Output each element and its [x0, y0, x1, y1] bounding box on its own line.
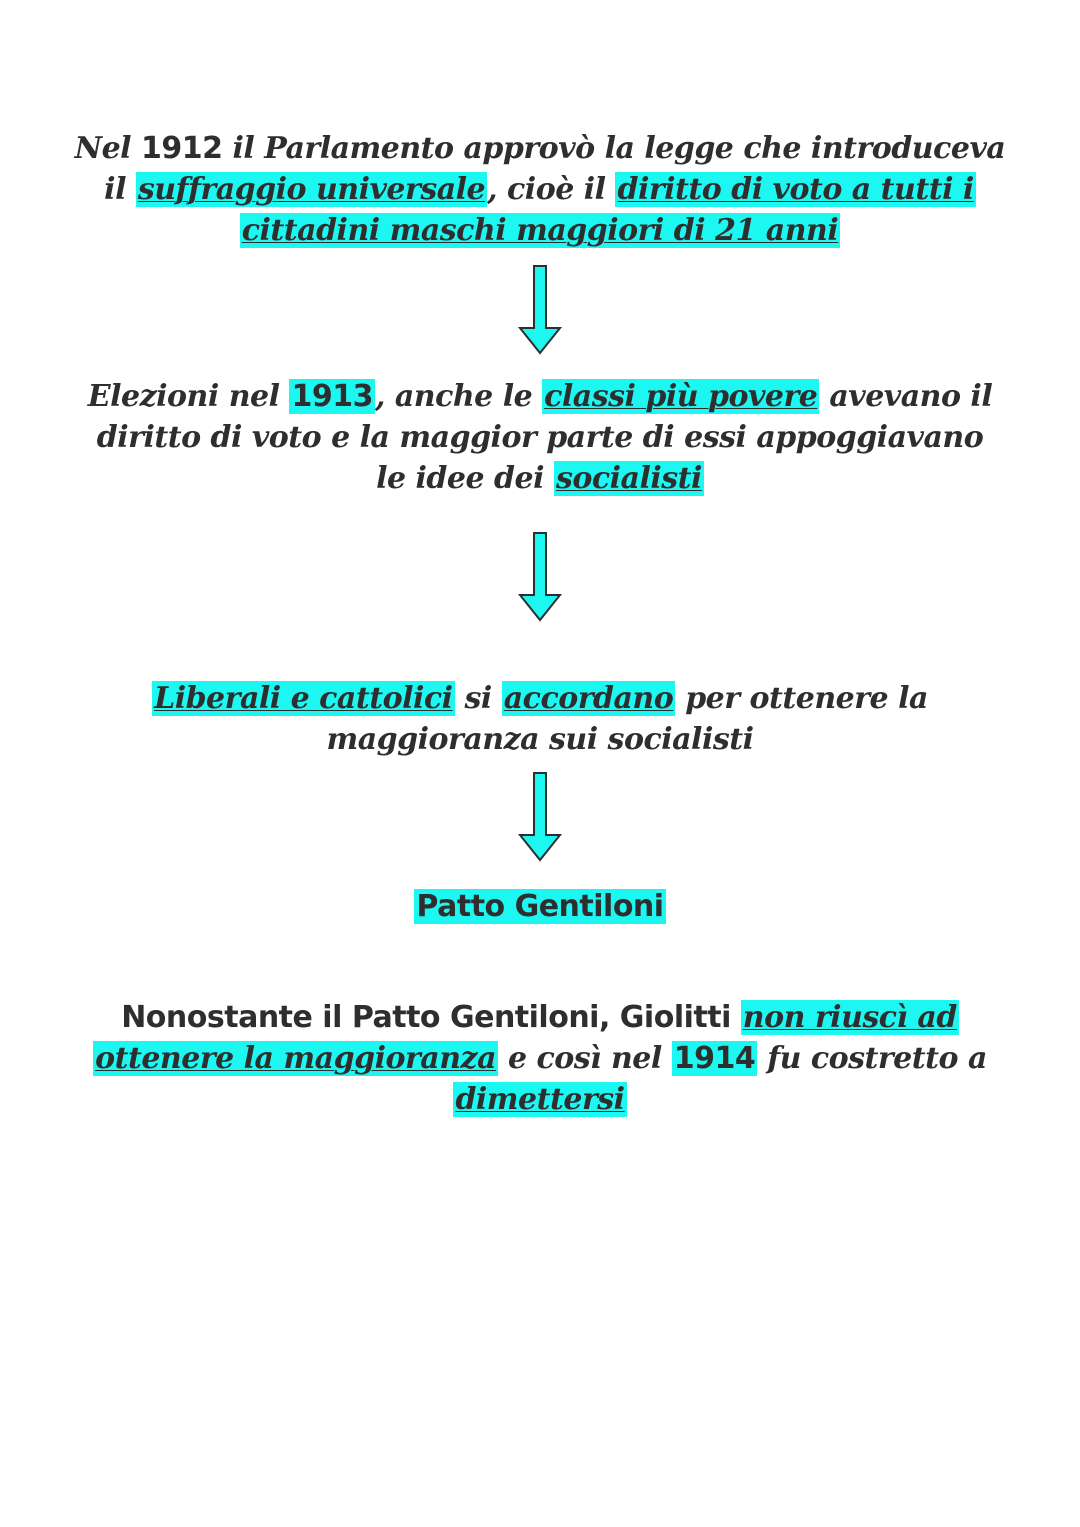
highlight-dimettersi: dimettersi: [455, 1082, 625, 1117]
highlight-liberali-e-cattolici: Liberali e cattolici: [154, 681, 453, 716]
highlight-socialisti: socialisti: [555, 461, 702, 496]
highlight-1913: 1913: [291, 379, 373, 414]
step-2-line-1: Elezioni nel 1913, anche le classi più povere avevano il: [87, 379, 993, 414]
step-3-text: [0, 678, 1080, 760]
step-3-line-2: maggioranza sui socialisti: [326, 722, 754, 757]
step-5-line-2: ottenere la maggioranza e così nel 1914 fu costretto a: [95, 1041, 987, 1076]
highlight-patto-gentiloni: Patto Gentiloni: [416, 889, 664, 924]
highlight-suffraggio: suffraggio universale: [137, 172, 486, 207]
step-3-line-1: Liberali e cattolici si accordano per ottenere la: [154, 681, 928, 716]
step-1-text: [0, 128, 1080, 251]
step-5-line-3: [0, 1079, 1080, 1120]
highlight-non-riusci-ad: non riuscì ad: [742, 1000, 957, 1035]
step-5-line-1: Nonostante il Patto Gentiloni, Giolitti non riuscì ad: [121, 1000, 957, 1035]
step-4-text: [0, 886, 1080, 927]
arrow-down-icon: [515, 265, 565, 355]
step-4-line-1: [0, 886, 1080, 927]
step-5-text: [0, 997, 1080, 1120]
step-1-line-2: il suffraggio universale, cioè il diritto di voto a tutti i: [104, 172, 974, 207]
step-1-line-3: [0, 210, 1080, 251]
step-2-text: [0, 376, 1080, 499]
arrow-down-icon: [515, 532, 565, 622]
highlight-1914: 1914: [673, 1041, 756, 1076]
highlight-classi-piu-povere: classi più povere: [544, 379, 818, 414]
highlight-ottenere-la-maggioranza: ottenere la maggioranza: [95, 1041, 497, 1076]
step-2-line-2: diritto di voto e la maggior parte di essi appoggiavano: [96, 420, 984, 455]
step-2-line-3: le idee dei socialisti: [376, 461, 702, 496]
highlight-cittadini: cittadini maschi maggiori di 21 anni: [241, 213, 839, 248]
highlight-accordano: accordano: [503, 681, 674, 716]
arrow-down-icon: [515, 772, 565, 862]
highlight-diritto-di-voto: diritto di voto a tutti i: [617, 172, 974, 207]
step-1-line-1: Nel 1912 il Parlamento approvò la legge che introduceva: [74, 131, 1006, 166]
